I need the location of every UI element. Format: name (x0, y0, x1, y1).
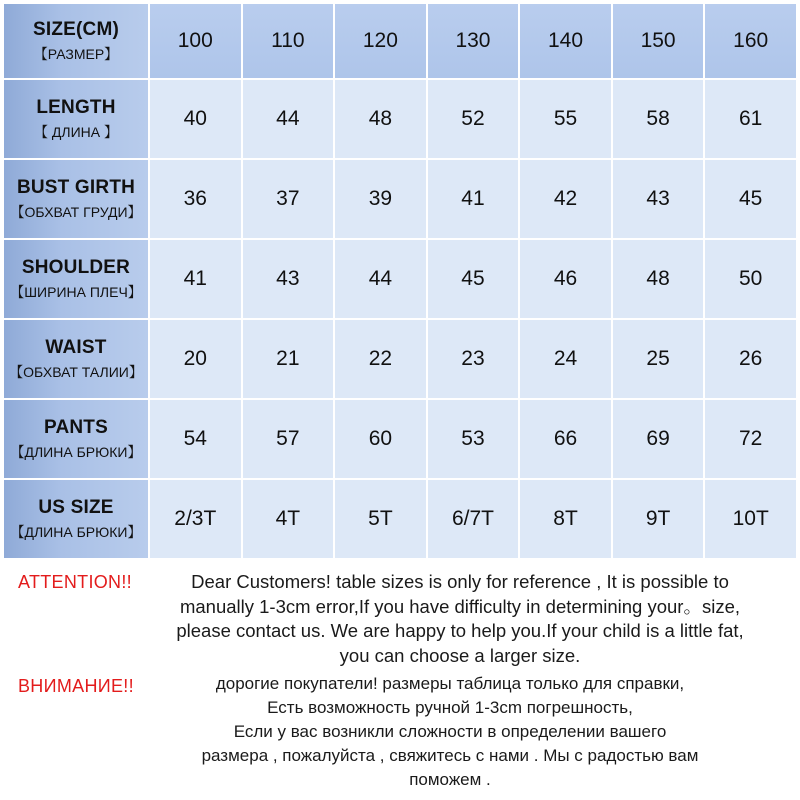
vnimanie-line: Если у вас возникли сложности в определении вашего (233, 722, 667, 741)
measurement-value-cell: 60 (334, 399, 427, 479)
measurement-value-cell: 45 (704, 159, 797, 239)
measurement-label-cell (3, 479, 149, 559)
size-value-cell: 150 (612, 3, 705, 79)
size-chart-table (2, 2, 798, 560)
measurement-value-cell: 57 (242, 399, 335, 479)
measurement-value-cell: 44 (334, 239, 427, 319)
measurement-label-cell (3, 319, 149, 399)
measurement-value-cell: 44 (242, 79, 335, 159)
measurement-value-cell: 42 (519, 159, 612, 239)
size-header-label-cell (3, 3, 149, 79)
measurement-label-ru: 【ШИРИНА ПЛЕЧ】 (10, 284, 142, 300)
measurement-value-cell: 43 (242, 239, 335, 319)
measurement-value-cell: 61 (704, 79, 797, 159)
size-value-cell: 160 (704, 3, 797, 79)
measurement-label-en: PANTS (44, 417, 108, 438)
notice-section (0, 562, 800, 800)
vnimanie-line: размера , пожалуйста , свяжитесь с нами . Мы с радостью вам (201, 746, 699, 765)
attention-line: Dear Customers! table sizes is only for reference , It is possible to (191, 571, 729, 592)
measurement-label-cell (3, 399, 149, 479)
measurement-value-cell: 23 (427, 319, 520, 399)
measurement-label-cell (3, 79, 149, 159)
measurement-value-cell: 5T (334, 479, 427, 559)
attention-line: you can choose a larger size. (339, 644, 581, 666)
size-chart-body (3, 3, 797, 559)
measurement-value-cell: 45 (427, 239, 520, 319)
measurement-value-cell: 21 (242, 319, 335, 399)
size-value-cell: 130 (427, 3, 520, 79)
size-value-cell: 120 (334, 3, 427, 79)
measurement-value-cell: 36 (149, 159, 242, 239)
measurement-label-ru: 【 ДЛИНА 】 (34, 124, 118, 140)
measurement-value-cell: 22 (334, 319, 427, 399)
measurement-value-cell: 4T (242, 479, 335, 559)
size-header-label-en: SIZE(CM) (32, 19, 120, 40)
measurement-value-cell: 24 (519, 319, 612, 399)
measurement-value-cell: 2/3T (149, 479, 242, 559)
vnimanie-line: Есть возможность ручной 1-3cm погрешность, (267, 698, 633, 717)
measurement-value-cell: 66 (519, 399, 612, 479)
measurement-value-cell: 6/7T (427, 479, 520, 559)
vnimanie-text (150, 672, 750, 792)
measurement-row (3, 319, 797, 399)
measurement-value-cell: 52 (427, 79, 520, 159)
measurement-label-ru: 【ОБХВАТ ГРУДИ】 (10, 204, 142, 220)
measurement-row (3, 479, 797, 559)
measurement-value-cell: 53 (427, 399, 520, 479)
measurement-value-cell: 26 (704, 319, 797, 399)
attention-text (150, 570, 770, 668)
attention-line: manually 1-3cm error,If you have difficulty in determining your。size, (179, 595, 741, 617)
vnimanie-line: дорогие покупатели! размеры таблица только для справки, (215, 674, 685, 693)
measurement-label-en: WAIST (45, 337, 107, 358)
measurement-value-cell: 37 (242, 159, 335, 239)
measurement-value-cell: 9T (612, 479, 705, 559)
measurement-value-cell: 48 (612, 239, 705, 319)
measurement-label-en: LENGTH (36, 97, 116, 118)
measurement-value-cell: 41 (427, 159, 520, 239)
measurement-label-ru: 【ДЛИНА БРЮКИ】 (10, 444, 142, 460)
measurement-value-cell: 43 (612, 159, 705, 239)
measurement-value-cell: 58 (612, 79, 705, 159)
vnimanie-line: поможем . (409, 770, 491, 789)
size-header-row (3, 3, 797, 79)
measurement-label-cell (3, 239, 149, 319)
measurement-row (3, 159, 797, 239)
measurement-row (3, 79, 797, 159)
measurement-label-ru: 【ДЛИНА БРЮКИ】 (10, 524, 142, 540)
measurement-label-en: US SIZE (38, 497, 114, 518)
measurement-value-cell: 46 (519, 239, 612, 319)
measurement-value-cell: 54 (149, 399, 242, 479)
measurement-label-ru: 【ОБХВАТ ТАЛИИ】 (9, 364, 143, 380)
measurement-value-cell: 8T (519, 479, 612, 559)
measurement-value-cell: 10T (704, 479, 797, 559)
measurement-value-cell: 69 (612, 399, 705, 479)
measurement-label-en: BUST GIRTH (16, 177, 136, 198)
measurement-label-cell (3, 159, 149, 239)
attention-line: please contact us. We are happy to help you.If your child is a little fat, (176, 620, 744, 641)
measurement-value-cell: 48 (334, 79, 427, 159)
measurement-value-cell: 20 (149, 319, 242, 399)
vnimanie-label: ВНИМАНИЕ!! (18, 676, 134, 696)
measurement-value-cell: 25 (612, 319, 705, 399)
size-value-cell: 140 (519, 3, 612, 79)
measurement-row (3, 399, 797, 479)
size-value-cell: 100 (149, 3, 242, 79)
measurement-value-cell: 41 (149, 239, 242, 319)
measurement-value-cell: 40 (149, 79, 242, 159)
measurement-label-en: SHOULDER (21, 257, 131, 278)
measurement-value-cell: 55 (519, 79, 612, 159)
measurement-value-cell: 50 (704, 239, 797, 319)
measurement-value-cell: 39 (334, 159, 427, 239)
size-value-cell: 110 (242, 3, 335, 79)
measurement-value-cell: 72 (704, 399, 797, 479)
size-header-label-ru: 【РАЗМЕР】 (33, 46, 119, 62)
measurement-row (3, 239, 797, 319)
attention-label: ATTENTION!! (18, 572, 132, 592)
